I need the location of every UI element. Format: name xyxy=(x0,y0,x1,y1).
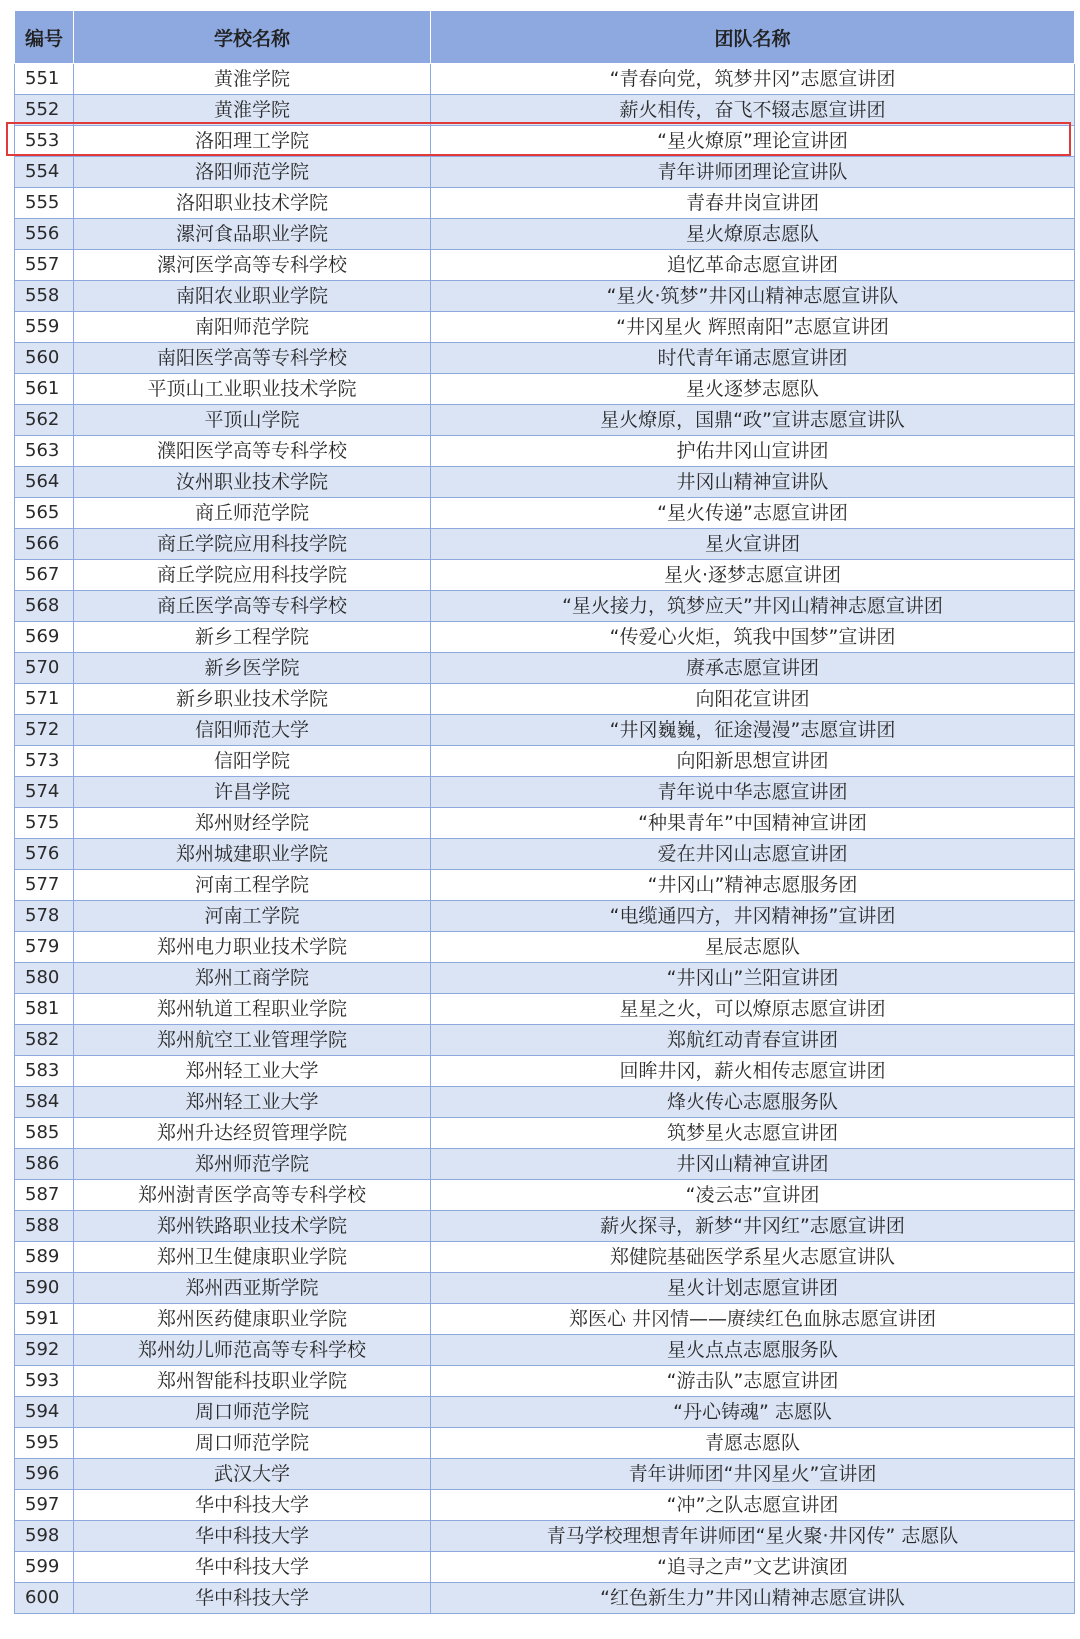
table-row xyxy=(15,1273,1075,1304)
row-id-cell: 575 xyxy=(15,808,74,839)
row-id-cell: 573 xyxy=(15,746,74,777)
table-row xyxy=(15,64,1075,95)
row-school-cell: 河南工程学院 xyxy=(74,870,431,901)
row-team-cell: “电缆通四方，井冈精神扬”宣讲团 xyxy=(431,901,1075,932)
row-id-cell: 584 xyxy=(15,1087,74,1118)
row-school-cell: 新乡职业技术学院 xyxy=(74,684,431,715)
row-team-cell: “凌云志”宣讲团 xyxy=(431,1180,1075,1211)
row-id-cell: 576 xyxy=(15,839,74,870)
row-team-cell: 追忆革命志愿宣讲团 xyxy=(431,250,1075,281)
row-school-cell: 郑州轻工业大学 xyxy=(74,1087,431,1118)
row-school-cell: 华中科技大学 xyxy=(74,1521,431,1552)
row-school-cell: 周口师范学院 xyxy=(74,1397,431,1428)
table-row xyxy=(15,467,1075,498)
table-row xyxy=(15,157,1075,188)
row-team-cell: 星火逐梦志愿队 xyxy=(431,374,1075,405)
row-school-cell: 洛阳理工学院 xyxy=(74,126,431,157)
row-id-cell: 580 xyxy=(15,963,74,994)
row-school-cell: 商丘医学高等专科学校 xyxy=(74,591,431,622)
row-id-cell: 596 xyxy=(15,1459,74,1490)
row-school-cell: 郑州航空工业管理学院 xyxy=(74,1025,431,1056)
row-id-cell: 591 xyxy=(15,1304,74,1335)
row-school-cell: 黄淮学院 xyxy=(74,95,431,126)
row-team-cell: 星火燎原志愿队 xyxy=(431,219,1075,250)
row-school-cell: 郑州升达经贸管理学院 xyxy=(74,1118,431,1149)
row-school-cell: 郑州工商学院 xyxy=(74,963,431,994)
row-id-cell: 556 xyxy=(15,219,74,250)
row-team-cell: 筑梦星火志愿宣讲团 xyxy=(431,1118,1075,1149)
table-row xyxy=(15,1242,1075,1273)
row-id-cell: 589 xyxy=(15,1242,74,1273)
table-row xyxy=(15,529,1075,560)
row-id-cell: 595 xyxy=(15,1428,74,1459)
table-row xyxy=(15,1056,1075,1087)
row-id-cell: 599 xyxy=(15,1552,74,1583)
row-id-cell: 597 xyxy=(15,1490,74,1521)
row-team-cell: 郑医心 井冈情——赓续红色血脉志愿宣讲团 xyxy=(431,1304,1075,1335)
row-id-cell: 579 xyxy=(15,932,74,963)
row-team-cell: “青春向党，筑梦井冈”志愿宣讲团 xyxy=(431,64,1075,95)
table-row xyxy=(15,1366,1075,1397)
row-school-cell: 新乡医学院 xyxy=(74,653,431,684)
row-id-cell: 588 xyxy=(15,1211,74,1242)
row-school-cell: 华中科技大学 xyxy=(74,1583,431,1614)
row-school-cell: 商丘学院应用科技学院 xyxy=(74,529,431,560)
row-school-cell: 信阳学院 xyxy=(74,746,431,777)
table-row xyxy=(15,436,1075,467)
row-id-cell: 565 xyxy=(15,498,74,529)
header-team: 团队名称 xyxy=(431,11,1075,64)
table-row xyxy=(15,95,1075,126)
table-row xyxy=(15,653,1075,684)
table-row xyxy=(15,1118,1075,1149)
row-school-cell: 华中科技大学 xyxy=(74,1490,431,1521)
row-id-cell: 560 xyxy=(15,343,74,374)
row-id-cell: 555 xyxy=(15,188,74,219)
table-row xyxy=(15,622,1075,653)
row-team-cell: 郑航红动青春宣讲团 xyxy=(431,1025,1075,1056)
row-id-cell: 567 xyxy=(15,560,74,591)
table-row xyxy=(15,1459,1075,1490)
row-school-cell: 郑州轻工业大学 xyxy=(74,1056,431,1087)
row-team-cell: “星火接力，筑梦应天”井冈山精神志愿宣讲团 xyxy=(431,591,1075,622)
table-row xyxy=(15,715,1075,746)
table-header-row xyxy=(15,11,1075,64)
table-row xyxy=(15,1304,1075,1335)
row-team-cell: 青年讲师团理论宣讲队 xyxy=(431,157,1075,188)
row-team-cell: “井冈星火 辉照南阳”志愿宣讲团 xyxy=(431,312,1075,343)
row-team-cell: 星火·逐梦志愿宣讲团 xyxy=(431,560,1075,591)
table-row xyxy=(15,591,1075,622)
row-school-cell: 商丘师范学院 xyxy=(74,498,431,529)
row-id-cell: 571 xyxy=(15,684,74,715)
row-team-cell: “星火燎原”理论宣讲团 xyxy=(431,126,1075,157)
table-row xyxy=(15,498,1075,529)
table-row xyxy=(15,1583,1075,1614)
row-school-cell: 郑州轨道工程职业学院 xyxy=(74,994,431,1025)
row-team-cell: 星火燎原，国鼎“政”宣讲志愿宣讲队 xyxy=(431,405,1075,436)
row-school-cell: 南阳师范学院 xyxy=(74,312,431,343)
table-row xyxy=(15,219,1075,250)
row-team-cell: “追寻之声”文艺讲演团 xyxy=(431,1552,1075,1583)
table-row xyxy=(15,560,1075,591)
row-id-cell: 598 xyxy=(15,1521,74,1552)
row-id-cell: 578 xyxy=(15,901,74,932)
table-row xyxy=(15,808,1075,839)
row-school-cell: 南阳医学高等专科学校 xyxy=(74,343,431,374)
row-id-cell: 552 xyxy=(15,95,74,126)
row-team-cell: 星火点点志愿服务队 xyxy=(431,1335,1075,1366)
table-row xyxy=(15,870,1075,901)
row-team-cell: “游击队”志愿宣讲团 xyxy=(431,1366,1075,1397)
table-row xyxy=(15,1397,1075,1428)
row-id-cell: 559 xyxy=(15,312,74,343)
row-school-cell: 郑州医药健康职业学院 xyxy=(74,1304,431,1335)
row-team-cell: 星星之火，可以燎原志愿宣讲团 xyxy=(431,994,1075,1025)
table-row xyxy=(15,777,1075,808)
row-id-cell: 594 xyxy=(15,1397,74,1428)
table-row xyxy=(15,1180,1075,1211)
row-team-cell: 回眸井冈，薪火相传志愿宣讲团 xyxy=(431,1056,1075,1087)
row-id-cell: 593 xyxy=(15,1366,74,1397)
row-id-cell: 562 xyxy=(15,405,74,436)
row-school-cell: 平顶山学院 xyxy=(74,405,431,436)
table-row xyxy=(15,1211,1075,1242)
row-school-cell: 武汉大学 xyxy=(74,1459,431,1490)
table-row xyxy=(15,281,1075,312)
row-id-cell: 582 xyxy=(15,1025,74,1056)
row-team-cell: 郑健院基础医学系星火志愿宣讲队 xyxy=(431,1242,1075,1273)
row-school-cell: 郑州财经学院 xyxy=(74,808,431,839)
row-school-cell: 郑州澍青医学高等专科学校 xyxy=(74,1180,431,1211)
row-school-cell: 信阳师范大学 xyxy=(74,715,431,746)
row-school-cell: 平顶山工业职业技术学院 xyxy=(74,374,431,405)
table-body xyxy=(15,64,1075,1614)
table-row xyxy=(15,188,1075,219)
row-school-cell: 洛阳师范学院 xyxy=(74,157,431,188)
row-id-cell: 569 xyxy=(15,622,74,653)
row-id-cell: 590 xyxy=(15,1273,74,1304)
row-id-cell: 554 xyxy=(15,157,74,188)
row-team-cell: 星火宣讲团 xyxy=(431,529,1075,560)
row-school-cell: 洛阳职业技术学院 xyxy=(74,188,431,219)
row-id-cell: 551 xyxy=(15,64,74,95)
row-school-cell: 郑州铁路职业技术学院 xyxy=(74,1211,431,1242)
row-school-cell: 郑州西亚斯学院 xyxy=(74,1273,431,1304)
row-id-cell: 558 xyxy=(15,281,74,312)
row-id-cell: 553 xyxy=(15,126,74,157)
row-school-cell: 商丘学院应用科技学院 xyxy=(74,560,431,591)
table-row xyxy=(15,1552,1075,1583)
table-row xyxy=(15,1521,1075,1552)
row-school-cell: 郑州智能科技职业学院 xyxy=(74,1366,431,1397)
row-team-cell: 爱在井冈山志愿宣讲团 xyxy=(431,839,1075,870)
row-id-cell: 587 xyxy=(15,1180,74,1211)
row-team-cell: 时代青年诵志愿宣讲团 xyxy=(431,343,1075,374)
row-team-cell: “冲”之队志愿宣讲团 xyxy=(431,1490,1075,1521)
table-row xyxy=(15,684,1075,715)
row-team-cell: “传爱心火炬，筑我中国梦”宣讲团 xyxy=(431,622,1075,653)
table-row xyxy=(15,994,1075,1025)
row-team-cell: 烽火传心志愿服务队 xyxy=(431,1087,1075,1118)
row-school-cell: 新乡工程学院 xyxy=(74,622,431,653)
row-id-cell: 583 xyxy=(15,1056,74,1087)
row-id-cell: 572 xyxy=(15,715,74,746)
table-row xyxy=(15,126,1075,157)
row-team-cell: “井冈山”兰阳宣讲团 xyxy=(431,963,1075,994)
row-id-cell: 563 xyxy=(15,436,74,467)
row-team-cell: 井冈山精神宣讲队 xyxy=(431,467,1075,498)
table-row xyxy=(15,405,1075,436)
team-list-table xyxy=(14,10,1075,1614)
row-school-cell: 郑州卫生健康职业学院 xyxy=(74,1242,431,1273)
row-team-cell: “红色新生力”井冈山精神志愿宣讲队 xyxy=(431,1583,1075,1614)
row-team-cell: “星火·筑梦”井冈山精神志愿宣讲队 xyxy=(431,281,1075,312)
table-row xyxy=(15,932,1075,963)
row-id-cell: 557 xyxy=(15,250,74,281)
row-team-cell: “星火传递”志愿宣讲团 xyxy=(431,498,1075,529)
row-id-cell: 570 xyxy=(15,653,74,684)
row-school-cell: 漯河食品职业学院 xyxy=(74,219,431,250)
row-team-cell: 青年讲师团“井冈星火”宣讲团 xyxy=(431,1459,1075,1490)
table-row xyxy=(15,1335,1075,1366)
row-team-cell: 薪火探寻，新梦“井冈红”志愿宣讲团 xyxy=(431,1211,1075,1242)
table-row xyxy=(15,1149,1075,1180)
table-row xyxy=(15,1490,1075,1521)
row-team-cell: “井冈巍巍，征途漫漫”志愿宣讲团 xyxy=(431,715,1075,746)
row-id-cell: 586 xyxy=(15,1149,74,1180)
row-school-cell: 河南工学院 xyxy=(74,901,431,932)
row-school-cell: 郑州幼儿师范高等专科学校 xyxy=(74,1335,431,1366)
table-row xyxy=(15,839,1075,870)
row-id-cell: 600 xyxy=(15,1583,74,1614)
row-team-cell: 星辰志愿队 xyxy=(431,932,1075,963)
table-row xyxy=(15,746,1075,777)
row-team-cell: 青愿志愿队 xyxy=(431,1428,1075,1459)
row-team-cell: 井冈山精神宣讲团 xyxy=(431,1149,1075,1180)
row-id-cell: 566 xyxy=(15,529,74,560)
row-team-cell: 青马学校理想青年讲师团“星火聚·井冈传” 志愿队 xyxy=(431,1521,1075,1552)
row-team-cell: 青年说中华志愿宣讲团 xyxy=(431,777,1075,808)
row-id-cell: 574 xyxy=(15,777,74,808)
row-school-cell: 郑州城建职业学院 xyxy=(74,839,431,870)
row-id-cell: 577 xyxy=(15,870,74,901)
row-team-cell: “井冈山”精神志愿服务团 xyxy=(431,870,1075,901)
table-row xyxy=(15,1428,1075,1459)
row-team-cell: 青春井岗宣讲团 xyxy=(431,188,1075,219)
row-school-cell: 许昌学院 xyxy=(74,777,431,808)
table-row xyxy=(15,250,1075,281)
row-team-cell: “丹心铸魂” 志愿队 xyxy=(431,1397,1075,1428)
table-row xyxy=(15,343,1075,374)
row-team-cell: “种果青年”中国精神宣讲团 xyxy=(431,808,1075,839)
row-school-cell: 汝州职业技术学院 xyxy=(74,467,431,498)
row-team-cell: 薪火相传，奋飞不辍志愿宣讲团 xyxy=(431,95,1075,126)
row-team-cell: 向阳花宣讲团 xyxy=(431,684,1075,715)
row-id-cell: 592 xyxy=(15,1335,74,1366)
row-school-cell: 华中科技大学 xyxy=(74,1552,431,1583)
row-id-cell: 581 xyxy=(15,994,74,1025)
table-row xyxy=(15,374,1075,405)
table-row xyxy=(15,963,1075,994)
row-id-cell: 561 xyxy=(15,374,74,405)
header-school: 学校名称 xyxy=(74,11,431,64)
row-id-cell: 585 xyxy=(15,1118,74,1149)
row-school-cell: 郑州电力职业技术学院 xyxy=(74,932,431,963)
row-school-cell: 南阳农业职业学院 xyxy=(74,281,431,312)
row-school-cell: 周口师范学院 xyxy=(74,1428,431,1459)
table-row xyxy=(15,1025,1075,1056)
row-team-cell: 星火计划志愿宣讲团 xyxy=(431,1273,1075,1304)
row-school-cell: 濮阳医学高等专科学校 xyxy=(74,436,431,467)
row-id-cell: 568 xyxy=(15,591,74,622)
row-school-cell: 黄淮学院 xyxy=(74,64,431,95)
row-team-cell: 护佑井冈山宣讲团 xyxy=(431,436,1075,467)
row-school-cell: 漯河医学高等专科学校 xyxy=(74,250,431,281)
header-id: 编号 xyxy=(15,11,74,64)
row-id-cell: 564 xyxy=(15,467,74,498)
row-team-cell: 赓承志愿宣讲团 xyxy=(431,653,1075,684)
row-team-cell: 向阳新思想宣讲团 xyxy=(431,746,1075,777)
table-row xyxy=(15,1087,1075,1118)
table-row xyxy=(15,901,1075,932)
row-school-cell: 郑州师范学院 xyxy=(74,1149,431,1180)
team-list-table-container xyxy=(14,10,1074,1614)
table-row xyxy=(15,312,1075,343)
